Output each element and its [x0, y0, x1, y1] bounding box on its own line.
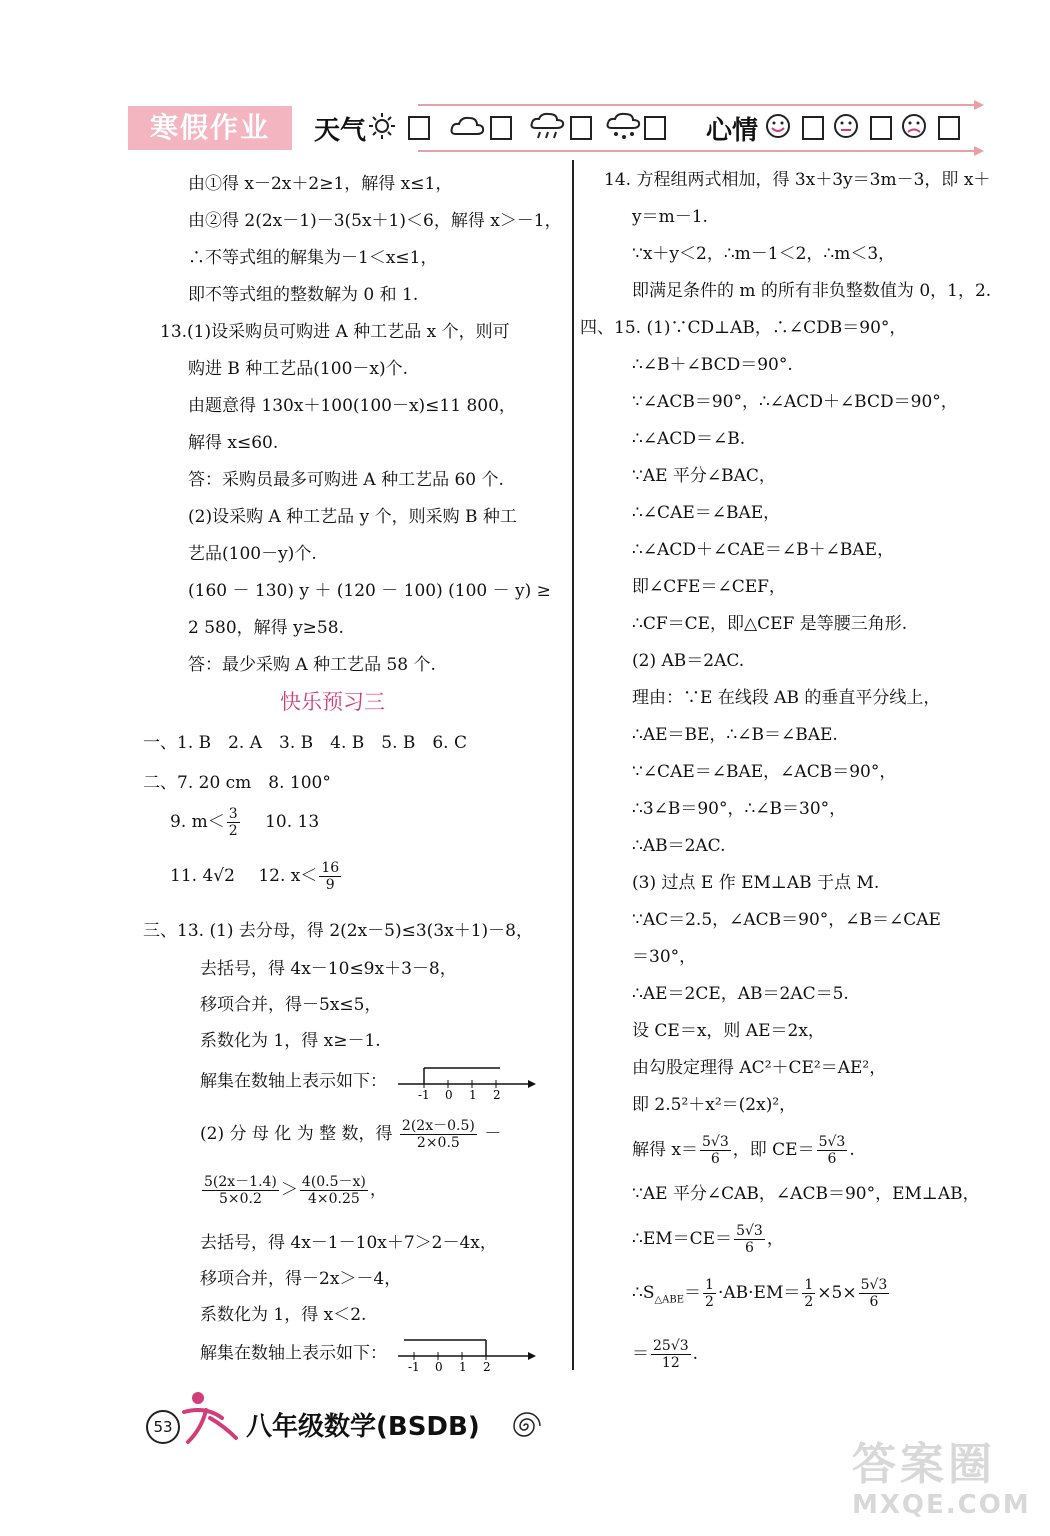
fraction — [802, 1277, 815, 1310]
solution-line: 移项合并，得－2x＞－4， — [200, 1269, 402, 1289]
answer-line: ∵AC＝2.5，∠ACB＝90°，∠B＝∠CAE — [632, 910, 941, 930]
text: ＝ — [684, 1283, 702, 1303]
book-title: 八年级数学(BSDB) — [246, 1412, 480, 1442]
denominator: 6 — [744, 1240, 754, 1256]
q11-answer: 11. 4√2 — [170, 866, 235, 886]
page-footer — [146, 1400, 566, 1454]
numerator: 16 — [321, 860, 340, 876]
text: ∴S — [632, 1283, 655, 1303]
tick-label: 0 — [435, 1360, 444, 1372]
answer-line: (2)设采购 A 种工艺品 y 个，则采购 B 种工 — [188, 507, 517, 527]
answer-line: ∴∠CAE＝∠BAE， — [632, 503, 781, 523]
header-top-rule — [418, 104, 978, 106]
numerator: 1 — [705, 1277, 714, 1293]
tick-label: 2 — [493, 1088, 502, 1100]
answer-line: 即满足条件的 m 的所有非负整数值为 0，1，2. — [632, 281, 992, 301]
tick-label: -1 — [408, 1360, 421, 1372]
solution-line-fraction: $\frac{5(2x-1.4)}{5\times 0.2}$ ＞ $\frac{4(0.5-x)}{4\times 0.25}$ ， — [204, 1174, 387, 1207]
number-line-diagram — [396, 1336, 536, 1372]
multiple-choice-answers: 一、1. B 2. A 3. B 4. B 5. B 6. C — [143, 733, 467, 753]
number-line-diagram — [396, 1064, 536, 1100]
denominator: 2 — [228, 823, 238, 839]
answer-line: ∵∠ACB＝90°，∴∠ACD＋∠BCD＝90°， — [632, 392, 958, 412]
fill-in-answers-3 — [170, 860, 343, 893]
solution-line: 解集在数轴上表示如下： — [200, 1343, 387, 1364]
answer-line: 由勾股定理得 AC²＋CE²＝AE²， — [632, 1058, 887, 1078]
solution-line: 去括号，得 4x－1－10x＋7＞2－4x， — [200, 1233, 497, 1253]
header-arrow-icon — [974, 146, 984, 156]
tick-label: 1 — [459, 1360, 468, 1372]
answer-line: 13.(1)设采购员可购进 A 种工艺品 x 个，则可 — [160, 322, 510, 342]
spiral-icon — [510, 1410, 542, 1442]
answer-line: ∴∠ACD＋∠CAE＝∠B＋∠BAE， — [632, 540, 895, 560]
answer-line: (160 － 130) y ＋ (120 － 100) (100 － y) ≥ — [188, 581, 551, 601]
text: 解得 x＝ — [632, 1140, 698, 1160]
cloud-icon — [450, 112, 486, 140]
answer-line: ∴不等式组的解集为－1＜x≤1， — [188, 248, 438, 268]
text: ，即 CE＝ — [732, 1140, 815, 1160]
weather-label: 天气 — [314, 116, 367, 146]
column-divider — [572, 160, 574, 1370]
solution-line: (2) 分 母 化 为 整 数，得 — [200, 1124, 393, 1144]
answer-line: 14. 方程组两式相加，得 3x＋3y＝3m－3，即 x＋ — [604, 170, 991, 190]
answer-line: ＝30°， — [632, 947, 697, 967]
neutral-face-icon — [832, 112, 868, 140]
tick-label: 0 — [445, 1088, 454, 1100]
answer-line: 由①得 x－2x＋2≥1，解得 x≤1， — [188, 174, 453, 194]
text: ×5× — [817, 1283, 857, 1303]
mood-sad-checkbox[interactable] — [938, 116, 960, 140]
answer-line: 即∠CFE＝∠CEF， — [632, 577, 786, 597]
answer-line: 答：最少采购 A 种工艺品 58 个. — [188, 655, 436, 675]
weather-rain-checkbox[interactable] — [570, 116, 592, 140]
answer-line: ∴∠ACD＝∠B. — [632, 429, 746, 449]
snow-cloud-icon — [606, 112, 642, 140]
numerator: 5√3 — [818, 1134, 846, 1150]
answer-line-fraction: 解得 x＝ $\frac{5√3}{6}$ ，即 CE＝ $\frac{5√3}{6}$ . — [632, 1134, 855, 1167]
answer-line: 解得 x≤60. — [188, 433, 279, 453]
winter-homework-badge: 寒假作业 — [128, 106, 292, 150]
watermark-url: MXQE.COM — [852, 1490, 1031, 1520]
weather-cloud-checkbox[interactable] — [490, 116, 512, 140]
rain-cloud-icon — [530, 112, 566, 140]
tick-label: -1 — [418, 1088, 431, 1100]
happy-face-icon — [764, 112, 800, 140]
answer-line: 2 580，解得 y≥58. — [188, 618, 344, 638]
number-line-row — [200, 1336, 536, 1372]
fill-in-answers: 二、7. 20 cm 8. 100° — [143, 773, 331, 793]
section-title: 快乐预习三 — [280, 690, 385, 714]
answer-line: 即不等式组的整数解为 0 和 1. — [188, 285, 419, 305]
fraction — [651, 1338, 691, 1371]
denominator: 2 — [804, 1294, 814, 1310]
denominator: 6 — [827, 1151, 837, 1167]
answer-line: ∴AE＝BE，∴∠B＝∠BAE. — [632, 725, 838, 745]
weather-snow-checkbox[interactable] — [644, 116, 666, 140]
solution-line: 移项合并，得－5x≤5， — [200, 995, 382, 1015]
answer-line: (2) AB＝2AC. — [632, 651, 745, 671]
answer-line: ∴AE＝2CE，AB＝2AC＝5. — [632, 984, 849, 1004]
weather-sun-checkbox[interactable] — [408, 116, 430, 140]
q12-prefix: 12. x＜ — [258, 866, 318, 886]
fill-in-answers-2 — [170, 806, 319, 839]
header-arrow-icon — [974, 100, 984, 110]
numerator: 3 — [228, 806, 238, 822]
answer-line: ∵∠CAE＝∠BAE，∠ACB＝90°， — [632, 762, 897, 782]
answer-line: 答：采购员最多可购进 A 种工艺品 60 个. — [188, 470, 504, 490]
numerator: 4(0.5－x) — [301, 1174, 366, 1190]
fraction — [859, 1277, 890, 1310]
answer-line: 由②得 2(2x－1)－3(5x＋1)＜6，解得 x＞－1， — [188, 211, 562, 231]
number-line-row — [200, 1064, 536, 1100]
solution-line: 系数化为 1，得 x≥－1. — [200, 1031, 381, 1051]
watermark-title: 答案圈 — [852, 1439, 996, 1490]
denominator: 9 — [325, 877, 335, 893]
denominator: 12 — [661, 1355, 680, 1372]
mood-happy-checkbox[interactable] — [802, 116, 824, 140]
denominator: 2×0.5 — [416, 1135, 460, 1151]
tick-label: 1 — [469, 1088, 478, 1100]
answer-line: 理由：∵E 在线段 AB 的垂直平分线上， — [632, 688, 941, 708]
answer-line-fraction — [632, 1265, 992, 1328]
subscript: △ABE — [654, 1294, 685, 1306]
q10-answer: 10. 13 — [265, 812, 320, 832]
answer-line: ∴AB＝2AC. — [632, 836, 726, 856]
numerator: 1 — [804, 1277, 814, 1293]
fraction — [202, 1174, 279, 1207]
answer-line: ∴∠B＋∠BCD＝90°. — [632, 355, 793, 375]
answer-line: 艺品(100－y)个. — [188, 544, 317, 564]
sun-icon — [368, 112, 404, 140]
answer-line: 设 CE＝x，则 AE＝2x， — [632, 1021, 825, 1041]
answer-line: 由题意得 130x＋100(100－x)≤11 800， — [188, 396, 516, 416]
sad-face-icon — [900, 112, 936, 140]
watermark — [852, 1439, 1031, 1524]
numerator: 5(2x－1.4) — [204, 1174, 277, 1190]
numerator: 25√3 — [653, 1338, 689, 1355]
solution-line: 系数化为 1，得 x＜2. — [200, 1305, 367, 1325]
numerator: 5√3 — [702, 1134, 729, 1150]
fraction — [817, 1134, 848, 1167]
answer-line: ∴3∠B＝90°，∴∠B＝30°， — [632, 799, 847, 819]
fraction — [227, 806, 240, 839]
answer-line: ∵AE 平分∠BAC， — [632, 466, 776, 486]
answer-line: 购进 B 种工艺品(100－x)个. — [188, 359, 409, 379]
answer-line-fraction: ∴EM＝CE＝ $\frac{5√3}{6}$ ， — [632, 1223, 784, 1256]
q9-prefix: 9. m＜ — [170, 812, 225, 832]
runner-logo-icon — [176, 1388, 242, 1448]
denominator: 6 — [869, 1294, 879, 1310]
tick-label: 2 — [483, 1360, 492, 1372]
numerator: 5√3 — [736, 1223, 763, 1239]
text: ＝ — [632, 1344, 649, 1365]
fraction — [734, 1223, 765, 1256]
answer-line: ∵x＋y＜2，∴m－1＜2，∴m＜3， — [632, 244, 896, 264]
answer-line: (3) 过点 E 作 EM⊥AB 于点 M. — [632, 873, 880, 893]
answer-line: 四、15. (1)∵CD⊥AB，∴∠CDB＝90°， — [580, 318, 907, 338]
solution-line-fraction: (2) 分 母 化 为 整 数，得 $\frac{2(2x-0.5)}{2\times 0.5}$ － — [200, 1118, 502, 1151]
answer-line: y＝m－1. — [632, 207, 708, 227]
answer-line: ∴CF＝CE，即△CEF 是等腰三角形. — [632, 614, 908, 634]
mood-neutral-checkbox[interactable] — [870, 116, 892, 140]
text: ·AB·EM＝ — [717, 1283, 801, 1303]
answer-line: 即 2.5²＋x²＝(2x)²， — [632, 1095, 797, 1115]
fraction — [700, 1134, 731, 1167]
fraction — [300, 1174, 368, 1207]
solution-line: 三、13. (1) 去分母，得 2(2x－5)≤3(3x＋1)－8， — [143, 921, 533, 941]
text: ∴EM＝CE＝ — [632, 1229, 733, 1249]
mood-label: 心情 — [706, 116, 759, 146]
solution-line: 解集在数轴上表示如下： — [200, 1071, 387, 1092]
denominator: 6 — [710, 1151, 720, 1167]
fraction — [400, 1118, 477, 1151]
page-header — [128, 102, 978, 154]
right-column-answers — [580, 162, 992, 1380]
denominator: 4×0.25 — [308, 1191, 360, 1207]
numerator: 5√3 — [860, 1277, 888, 1293]
header-bottom-rule — [418, 150, 978, 152]
answer-line: ∵AE 平分∠CAB，∠ACB＝90°，EM⊥AB， — [632, 1184, 980, 1204]
numerator: 2(2x－0.5) — [401, 1118, 475, 1134]
answer-line-fraction: ＝ $\frac{25√3}{12}$ . — [632, 1338, 699, 1372]
solution-line: 去括号，得 4x－10≤9x＋3－8， — [200, 959, 457, 979]
fraction — [703, 1277, 716, 1310]
left-column-answers — [160, 166, 562, 684]
denominator: 2 — [705, 1294, 714, 1310]
fraction — [319, 860, 341, 893]
denominator: 5×0.2 — [219, 1191, 262, 1207]
page-number: 53 — [146, 1410, 180, 1444]
